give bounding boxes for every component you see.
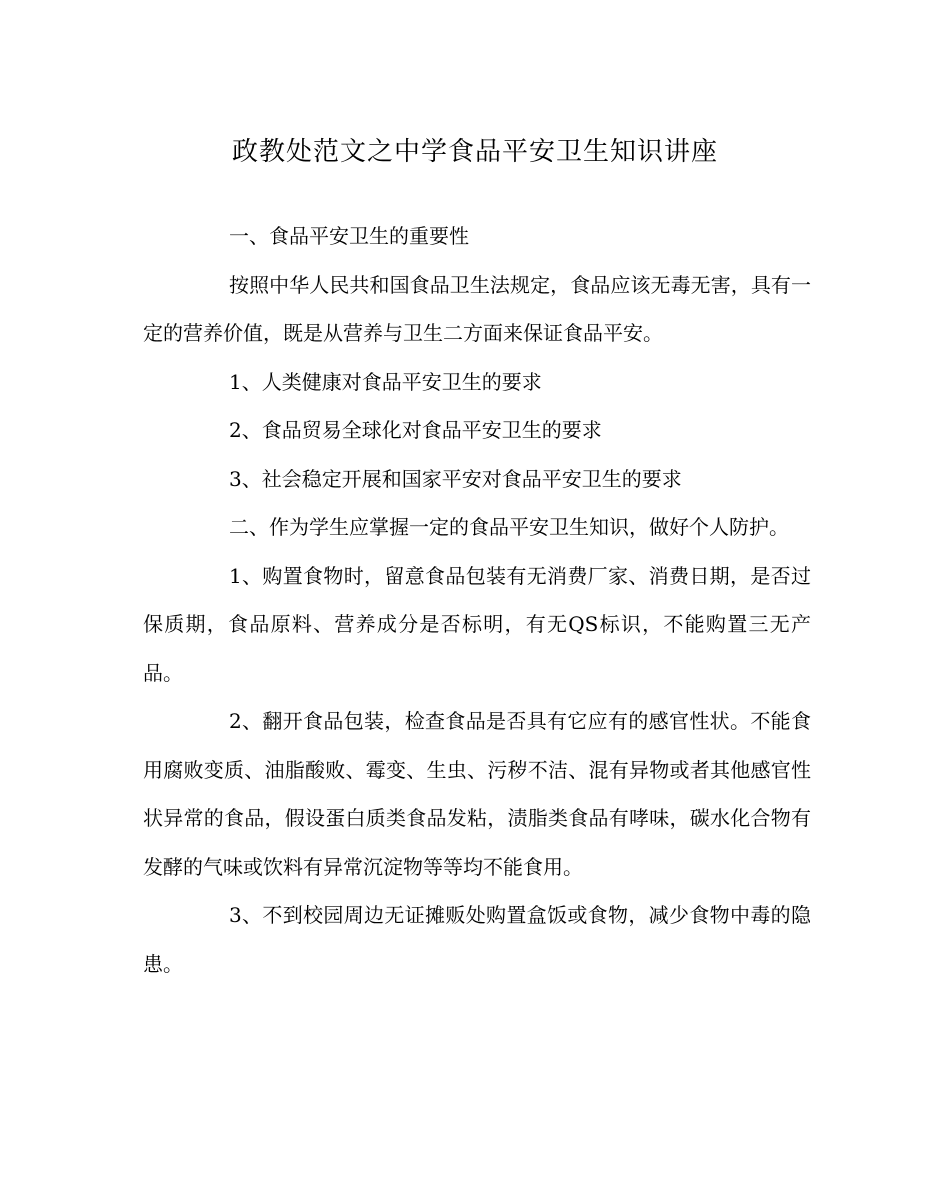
list-item-avoid-street-vendors: 3、不到校园周边无证摊贩处购置盒饭或食物，减少食物中毒的隐患。 — [143, 903, 811, 976]
paragraph-food-hygiene-law: 按照中华人民共和国食品卫生法规定，食品应该无毒无害，具有一定的营养价值，既是从营养与卫生二方面来保证食品平安。 — [143, 272, 811, 345]
list-item-social-requirement: 3、社会稳定开展和国家平安对食品平安卫生的要求 — [229, 466, 682, 491]
document-body — [143, 212, 811, 988]
list-item-health-requirement: 1、人类健康对食品平安卫生的要求 — [229, 369, 542, 394]
list-item-checking-package: 2、翻开食品包装，检查食品是否具有它应有的感官性状。不能食用腐败变质、油脂酸败、霉变、生虫、污秽不洁、混有异物或者其他感官性状异常的食品，假设蛋白质类食品发粘，渍脂类食品有哮味，碳水化合物有发酵的气味或饮料有异常沉淀物等等均不能食用。 — [143, 709, 811, 879]
section-heading-student-knowledge: 二、作为学生应掌握一定的食品平安卫生知识，做好个人防护。 — [229, 515, 789, 539]
list-item-trade-requirement: 2、食品贸易全球化对食品平安卫生的要求 — [229, 418, 602, 442]
section-heading-importance: 一、食品平安卫生的重要性 — [229, 224, 469, 248]
document-title: 政教处范文之中学食品平安卫生知识讲座 — [231, 137, 718, 167]
list-item-purchasing-food: 1、购置食物时，留意食品包装有无消费厂家、消费日期，是否过保质期，食品原料、营养成分是否标明，有无QS标识，不能购置三无产品。 — [143, 563, 811, 685]
